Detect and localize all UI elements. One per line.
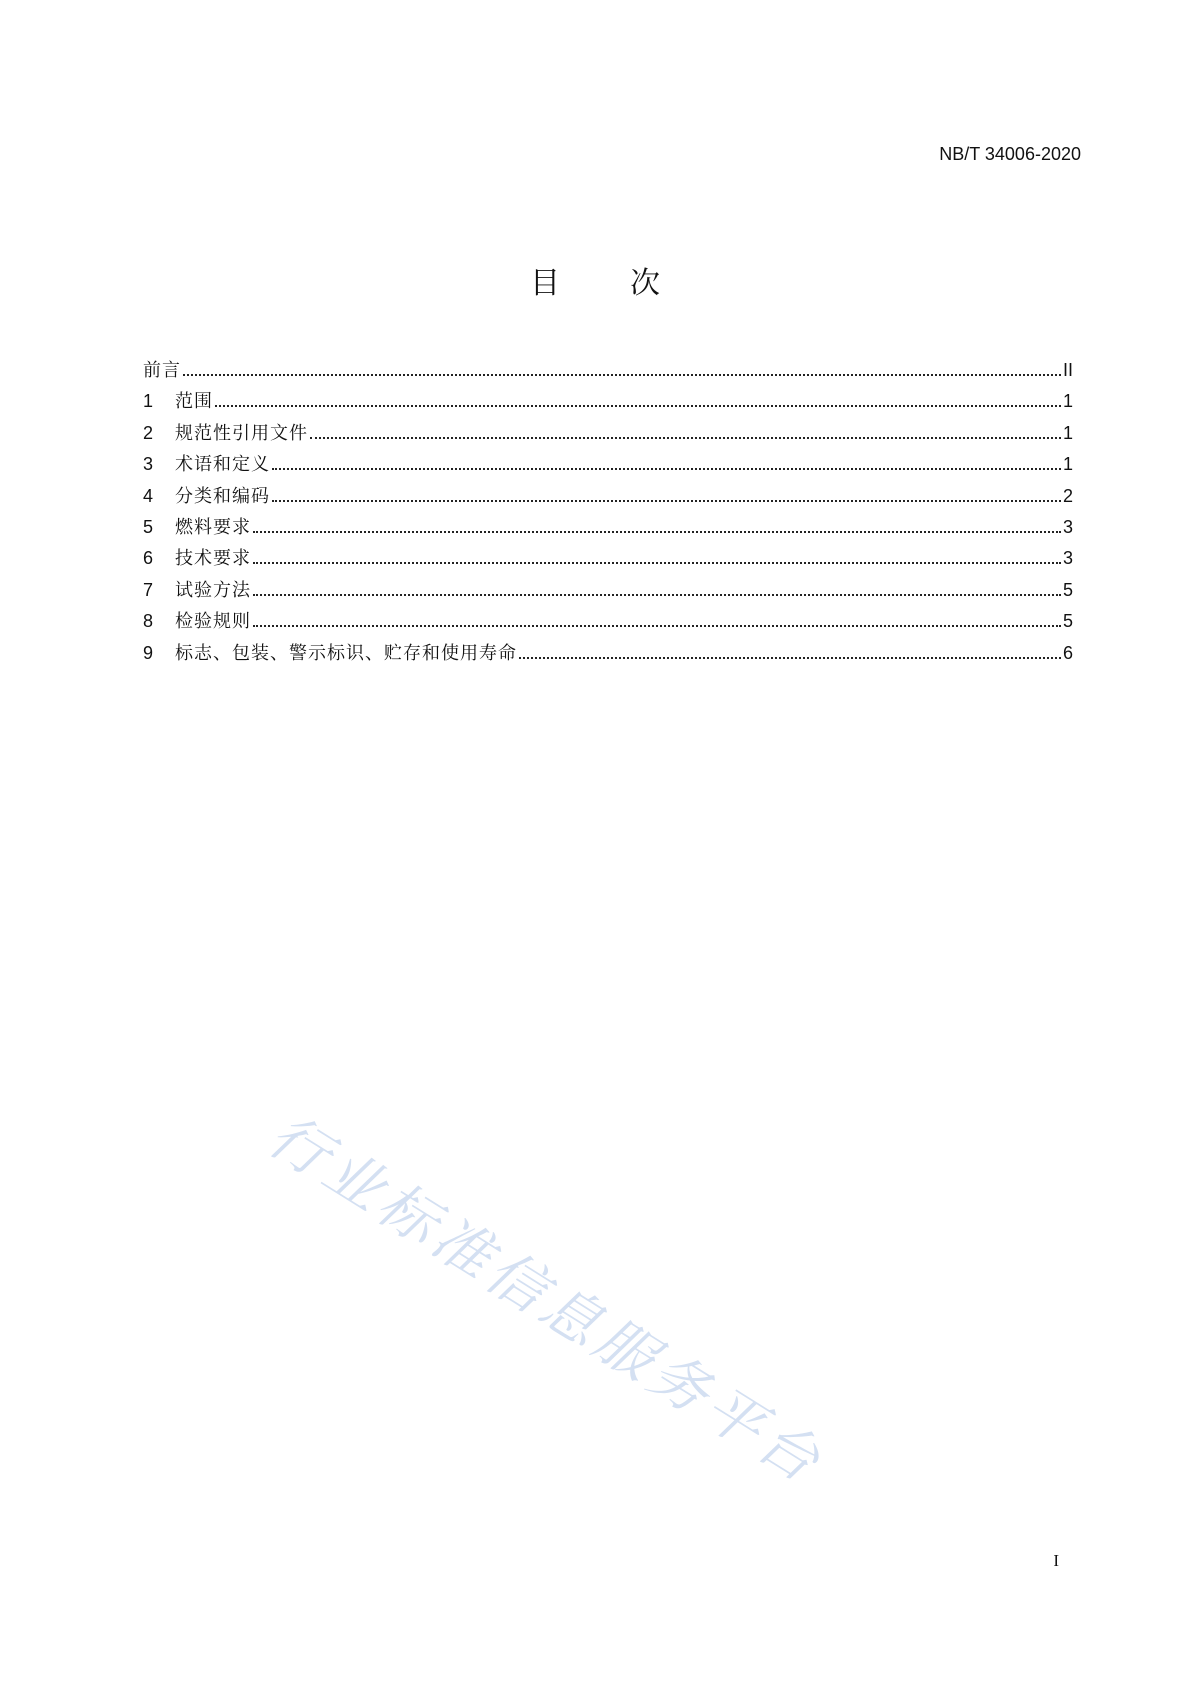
toc-row-4[interactable] [143, 482, 1073, 513]
toc-leader-dots [310, 437, 1061, 439]
toc-page: II [1062, 360, 1073, 380]
toc-number: 2 [143, 422, 154, 443]
toc-number: 6 [143, 548, 154, 569]
toc-number: 1 [143, 391, 154, 412]
toc-leader-dots [215, 405, 1061, 407]
toc-leader-dots [253, 531, 1061, 533]
page-title [0, 258, 1190, 302]
toc-number: 5 [143, 516, 154, 537]
toc-label: 分类和编码 [175, 485, 270, 507]
toc-leader-dots [253, 562, 1061, 564]
toc-leader-dots [272, 500, 1061, 502]
toc-label: 术语和定义 [175, 454, 270, 476]
toc-label: 标志、包装、警示标识、贮存和使用寿命 [175, 642, 517, 664]
toc-number: 3 [143, 454, 154, 475]
page-number: I [1053, 1551, 1059, 1570]
toc-row-foreword[interactable] [143, 356, 1073, 387]
title-char-1: 目 [530, 266, 560, 301]
toc-label: 试验方法 [175, 579, 251, 601]
toc-row-3[interactable] [143, 450, 1073, 481]
toc-row-5[interactable] [143, 513, 1073, 544]
toc-number: 9 [143, 642, 154, 663]
title-char-2: 次 [630, 266, 660, 301]
toc-number: 7 [143, 579, 154, 600]
toc-label: 技术要求 [175, 548, 251, 570]
toc-number: 4 [143, 485, 154, 506]
toc-page: 5 [1062, 611, 1073, 632]
toc-page: 3 [1062, 548, 1073, 569]
toc-leader-dots [183, 374, 1061, 376]
toc-row-9[interactable] [143, 639, 1073, 670]
toc-page: 1 [1062, 391, 1073, 412]
toc-page: 2 [1062, 485, 1073, 506]
toc-page: 3 [1062, 516, 1073, 537]
toc-leader-dots [272, 468, 1061, 470]
toc-page: 1 [1062, 422, 1073, 443]
toc-number: 8 [143, 611, 154, 632]
table-of-contents [143, 356, 1073, 670]
toc-leader-dots [253, 594, 1061, 596]
toc-row-6[interactable] [143, 544, 1073, 575]
watermark: 行业标准信息服务平台 [257, 1101, 836, 1498]
toc-label: 规范性引用文件 [175, 422, 308, 444]
toc-page: 5 [1062, 579, 1073, 600]
toc-label: 检验规则 [175, 611, 251, 633]
toc-row-1[interactable] [143, 387, 1073, 418]
toc-row-2[interactable] [143, 419, 1073, 450]
toc-page: 1 [1062, 454, 1073, 475]
standard-code: NB/T 34006-2020 [939, 144, 1081, 164]
toc-leader-dots [519, 657, 1061, 659]
toc-row-7[interactable] [143, 576, 1073, 607]
toc-label: 范围 [175, 391, 213, 413]
toc-row-8[interactable] [143, 607, 1073, 638]
toc-leader-dots [253, 625, 1061, 627]
toc-label: 前言 [143, 360, 181, 381]
toc-page: 6 [1062, 642, 1073, 663]
toc-label: 燃料要求 [175, 516, 251, 538]
